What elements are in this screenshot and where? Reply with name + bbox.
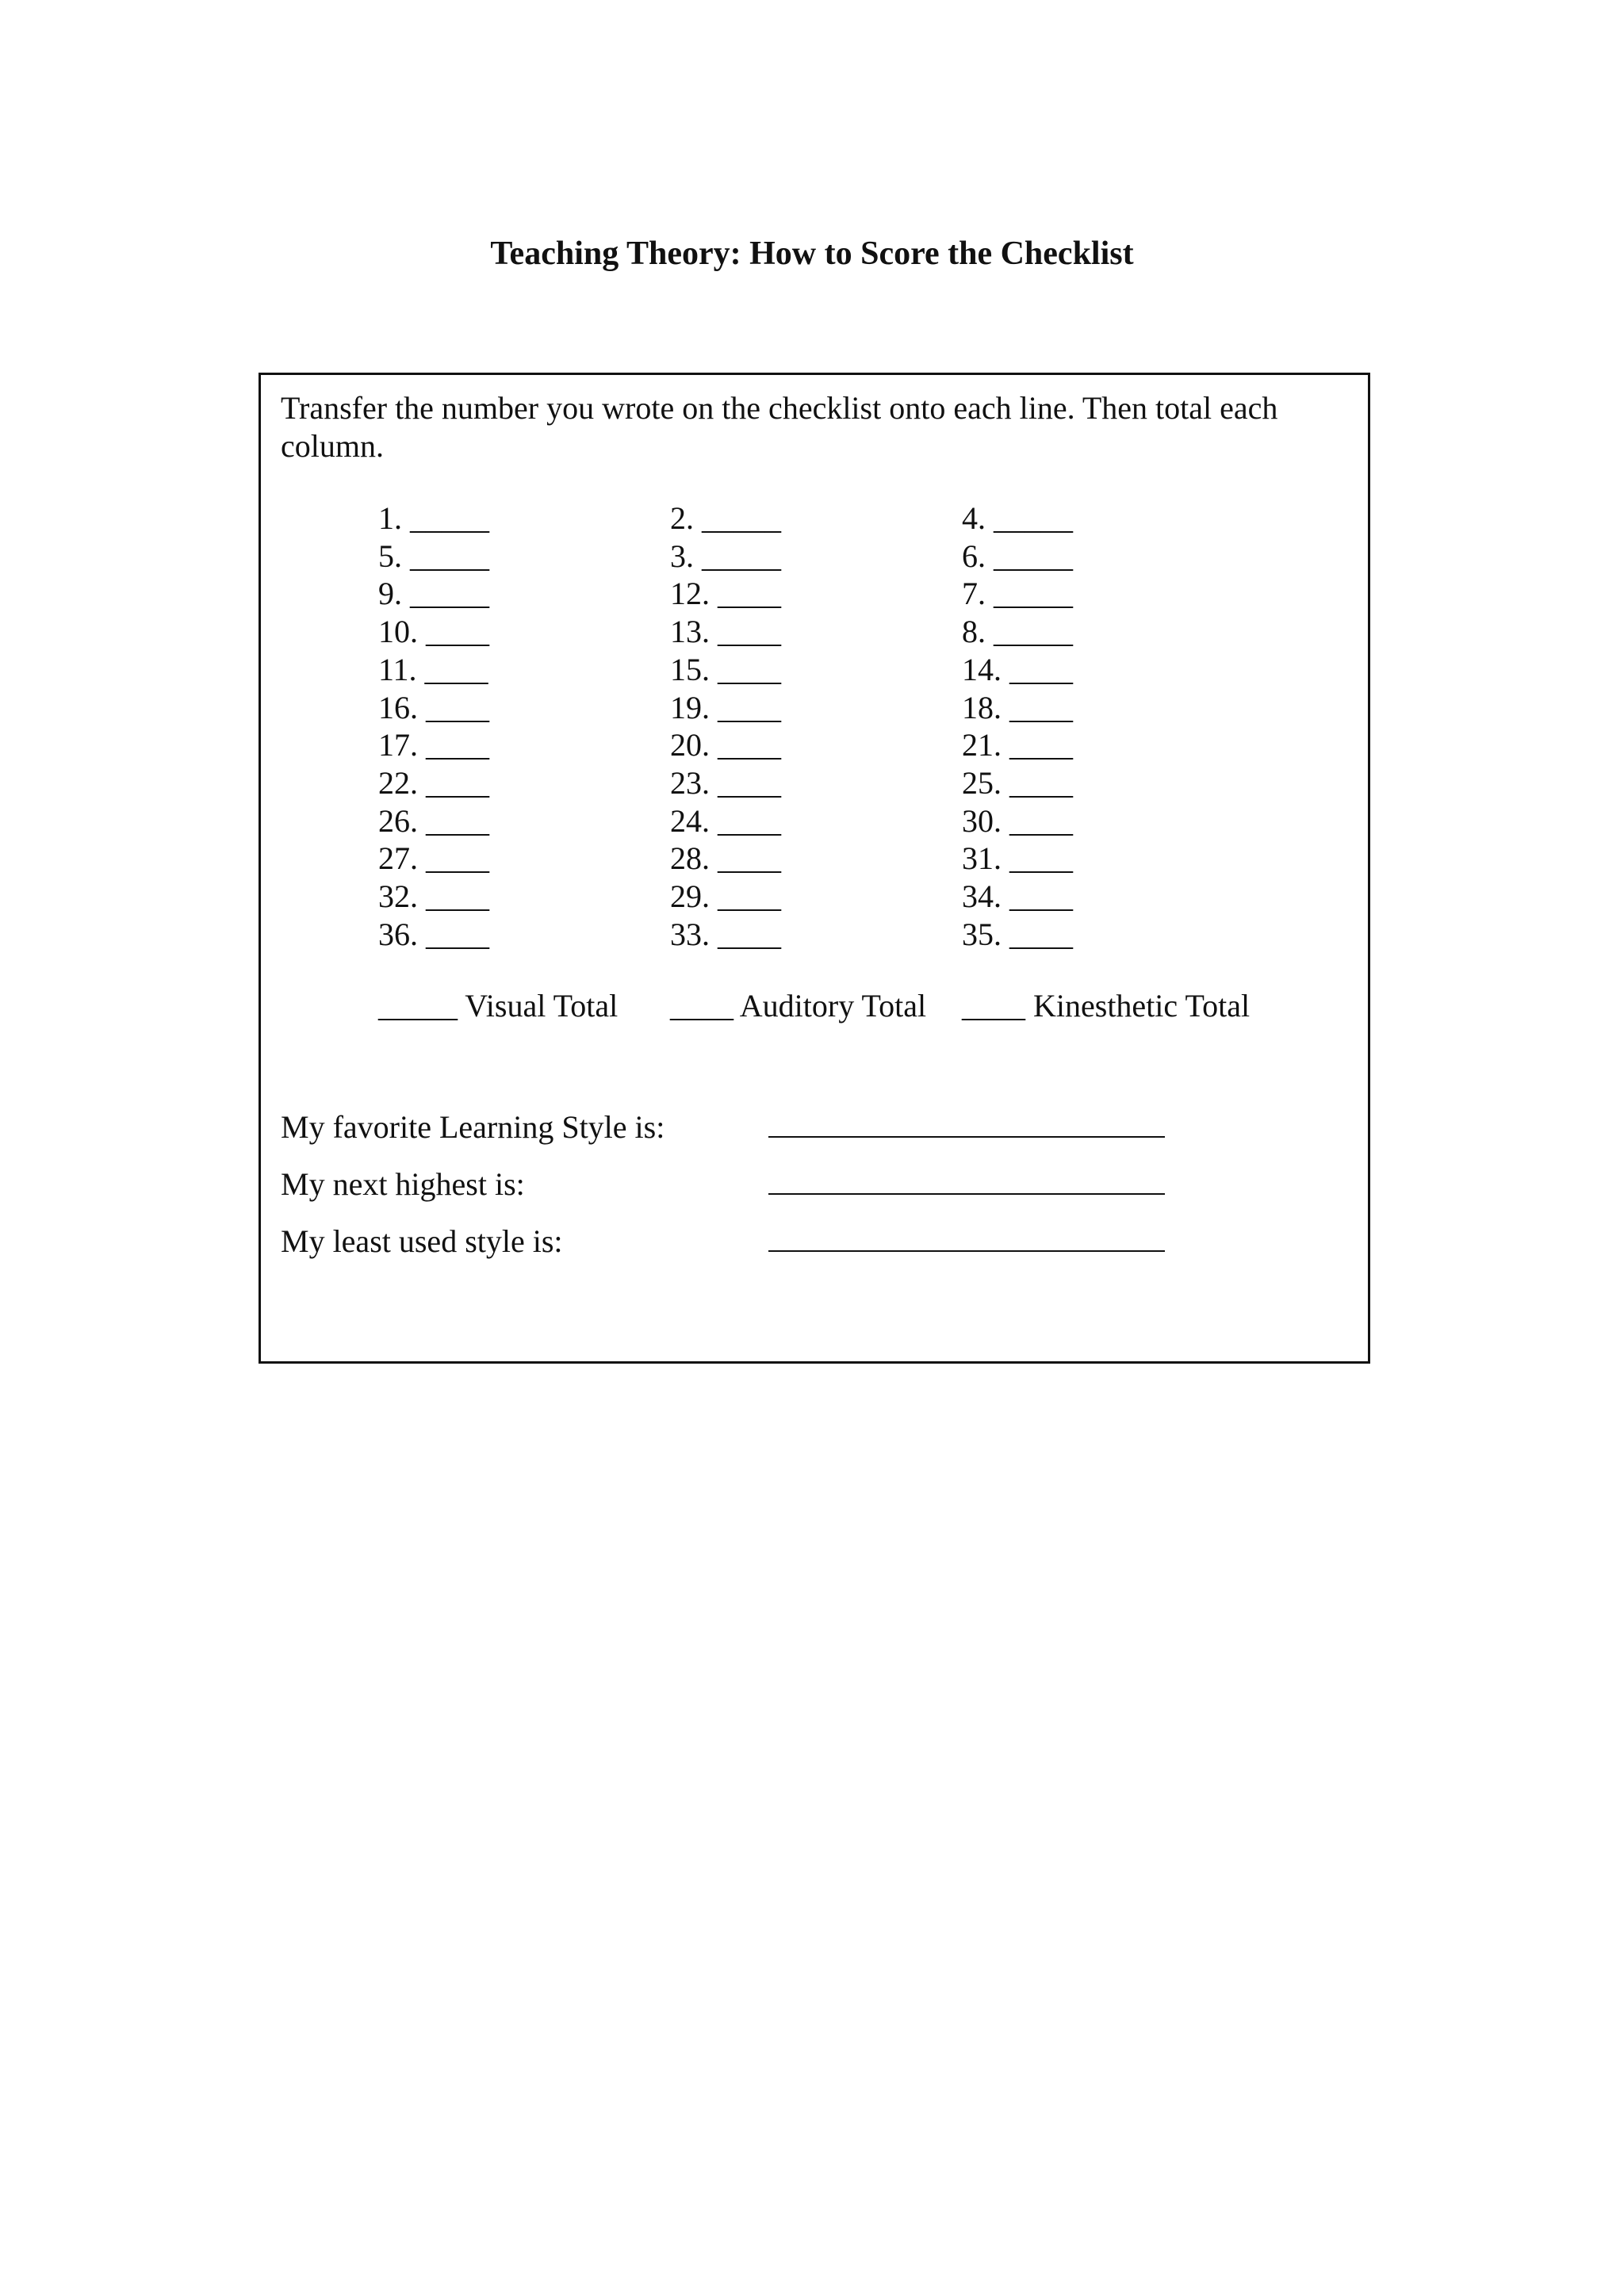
score-entry[interactable]: 28. ____ <box>670 840 781 877</box>
least-used-style-answer-line[interactable] <box>768 1250 1165 1252</box>
score-entry[interactable]: 17. ____ <box>378 727 489 763</box>
visual-column <box>378 499 489 953</box>
visual-total[interactable]: _____ Visual Total <box>378 988 619 1024</box>
score-entry[interactable]: 25. ____ <box>962 764 1073 801</box>
score-entry[interactable]: 19. ____ <box>670 689 781 725</box>
auditory-column <box>670 499 781 953</box>
score-entry[interactable]: 14. ____ <box>962 651 1073 687</box>
score-entry[interactable]: 8. _____ <box>962 614 1073 650</box>
score-entry[interactable]: 30. ____ <box>962 802 1073 839</box>
score-entry[interactable]: 13. ____ <box>670 614 781 650</box>
score-entry[interactable]: 36. ____ <box>378 916 489 952</box>
favorite-style-label: My favorite Learning Style is: <box>281 1109 665 1145</box>
score-entry[interactable]: 27. ____ <box>378 840 489 877</box>
auditory-total[interactable]: ____ Auditory Total <box>670 988 927 1024</box>
score-entry[interactable]: 15. ____ <box>670 651 781 687</box>
scoring-box <box>259 373 1370 1364</box>
score-entry[interactable]: 35. ____ <box>962 916 1073 952</box>
kinesthetic-column <box>962 499 1073 953</box>
score-entry[interactable]: 26. ____ <box>378 802 489 839</box>
score-entry[interactable]: 32. ____ <box>378 878 489 915</box>
favorite-style-answer-line[interactable] <box>768 1136 1165 1138</box>
score-entry[interactable]: 20. ____ <box>670 727 781 763</box>
score-entry[interactable]: 2. _____ <box>670 500 781 536</box>
score-entry[interactable]: 1. _____ <box>378 500 489 536</box>
score-entry[interactable]: 5. _____ <box>378 538 489 574</box>
score-entry[interactable]: 16. ____ <box>378 689 489 725</box>
score-entry[interactable]: 34. ____ <box>962 878 1073 915</box>
score-entry[interactable]: 4. _____ <box>962 500 1073 536</box>
score-entry[interactable]: 33. ____ <box>670 916 781 952</box>
score-entry[interactable]: 29. ____ <box>670 878 781 915</box>
score-entry[interactable]: 6. _____ <box>962 538 1073 574</box>
score-entry[interactable]: 18. ____ <box>962 689 1073 725</box>
kinesthetic-total[interactable]: ____ Kinesthetic Total <box>962 988 1251 1024</box>
next-highest-style-answer-line[interactable] <box>768 1193 1165 1195</box>
score-entry[interactable]: 10. ____ <box>378 614 489 650</box>
score-entry[interactable]: 11. ____ <box>378 651 488 687</box>
next-highest-style-label: My next highest is: <box>281 1166 525 1202</box>
score-entry[interactable]: 22. ____ <box>378 764 489 801</box>
instructions-text: Transfer the number you wrote on the checklist onto each line. Then total each column. <box>281 390 1278 464</box>
least-used-style-label: My least used style is: <box>281 1223 563 1259</box>
score-entry[interactable]: 3. _____ <box>670 538 781 574</box>
score-entry[interactable]: 31. ____ <box>962 840 1073 877</box>
score-entry[interactable]: 21. ____ <box>962 727 1073 763</box>
score-entry[interactable]: 9. _____ <box>378 576 489 612</box>
score-entry[interactable]: 24. ____ <box>670 802 781 839</box>
score-entry[interactable]: 23. ____ <box>670 764 781 801</box>
score-entry[interactable]: 7. _____ <box>962 576 1073 612</box>
page-title: Teaching Theory: How to Score the Checklist <box>490 235 1134 272</box>
score-entry[interactable]: 12. ____ <box>670 576 781 612</box>
